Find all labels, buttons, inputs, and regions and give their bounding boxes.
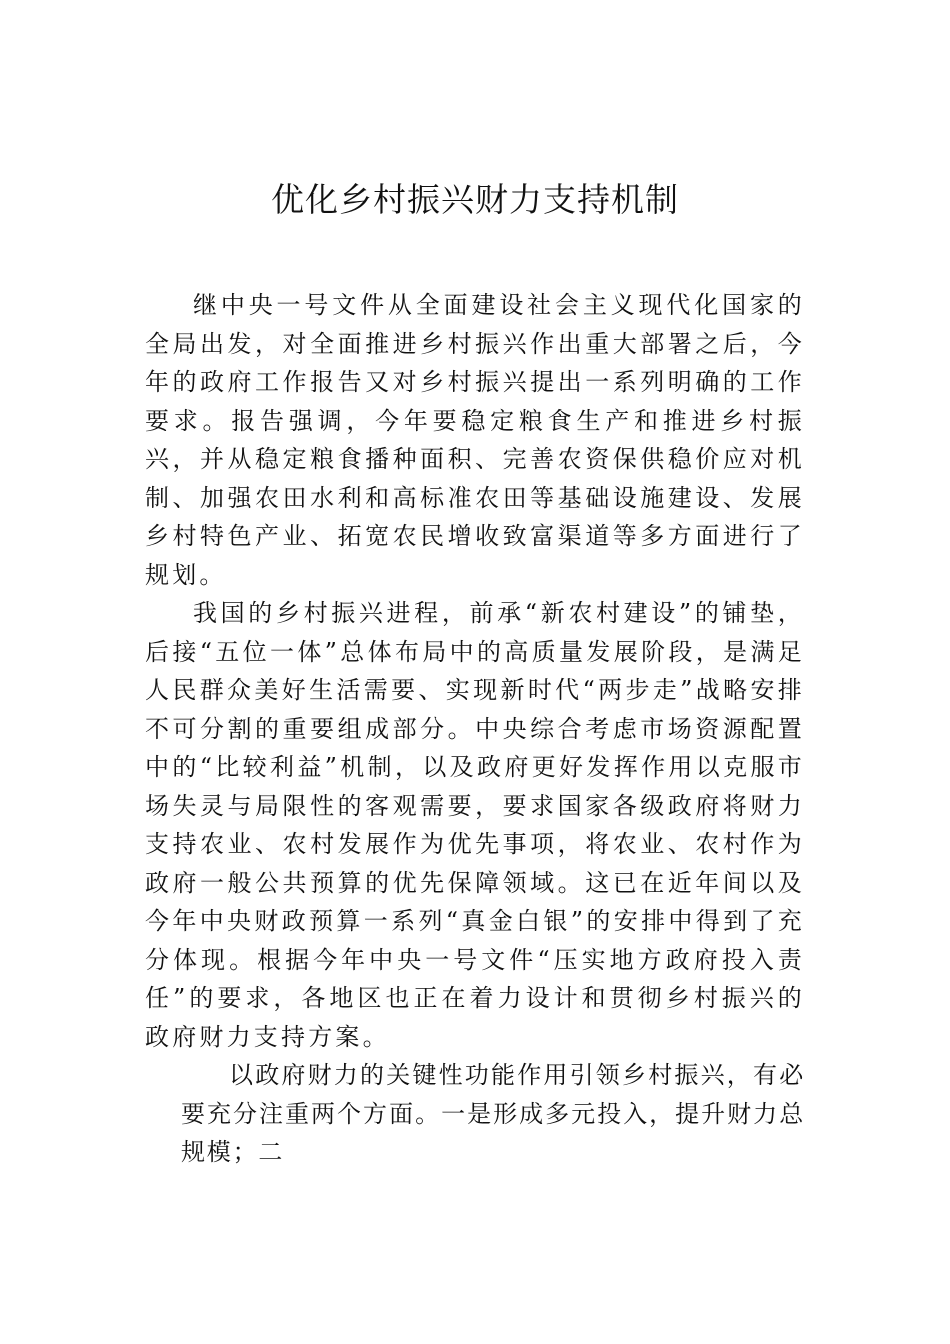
- paragraph-1: 继中央一号文件从全面建设社会主义现代化国家的全局出发，对全面推进乡村振兴作出重大部署之后，今年的政府工作报告又对乡村振兴提出一系列明确的工作要求。报告强调，今年要稳定粮食生产和推进乡村振兴，并从稳定粮食播种面积、完善农资保供稳价应对机制、加强农田水利和高标准农田等基础设施建设、发展乡村特色产业、拓宽农民增收致富渠道等多方面进行了规划。: [145, 291, 805, 589]
- document-title: 优化乡村振兴财力支持机制: [271, 180, 679, 219]
- paragraph-2: 我国的乡村振兴进程，前承“新农村建设”的铺垫，后接“五位一体”总体布局中的高质量发展阶段，是满足人民群众美好生活需要、实现新时代“两步走”战略安排不可分割的重要组成部分。中央综合考虑市场资源配置中的“比较利益”机制，以及政府更好发挥作用以克服市场失灵与局限性的客观需要，要求国家各级政府将财力支持农业、农村发展作为优先事项，将农业、农村作为政府一般公共预算的优先保障领域。这已在近年间以及今年中央财政预算一系列“真金白银”的安排中得到了充分体现。根据今年中央一号文件“压实地方政府投入责任”的要求，各地区也正在着力设计和贯彻乡村振兴的政府财力支持方案。: [145, 599, 805, 1051]
- paragraph-3: 以政府财力的关键性功能作用引领乡村振兴，有必要充分注重两个方面。一是形成多元投入，提升财力总规模；二: [181, 1061, 805, 1166]
- document-body: [145, 286, 805, 1172]
